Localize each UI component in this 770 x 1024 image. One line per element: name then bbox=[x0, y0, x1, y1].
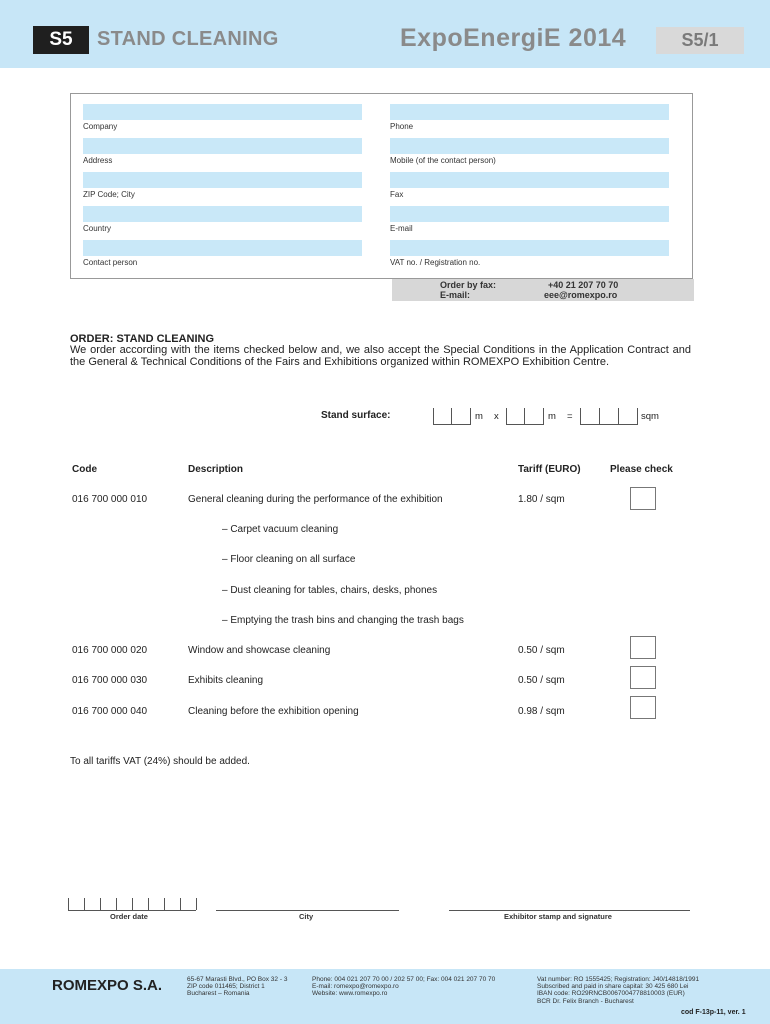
code-header: Code bbox=[72, 464, 97, 475]
footer-legal: Vat number: RO 1555425; Registration: J40/14818/1991 Subscribed and paid in share capital: 30 425 680 Lei IBAN code: RO29RNCB0067004778810003 (EUR) BCR Dr. Felix Branch - Bucharest bbox=[537, 976, 700, 1005]
zip-city-field[interactable] bbox=[83, 172, 362, 188]
country-field[interactable] bbox=[83, 206, 362, 222]
vat-note: To all tariffs VAT (24%) should be added. bbox=[70, 756, 250, 767]
equals-sign: = bbox=[567, 411, 573, 422]
stamp-line[interactable] bbox=[449, 910, 690, 911]
row-description: Exhibits cleaning bbox=[188, 675, 264, 686]
row-tariff: 0.98 / sqm bbox=[518, 706, 565, 717]
vat-field[interactable] bbox=[390, 240, 669, 256]
window-cleaning-checkbox[interactable] bbox=[630, 636, 656, 659]
tariff-header: Tariff (EURO) bbox=[518, 464, 581, 475]
fax-order-label: Order by fax: bbox=[440, 280, 497, 290]
event-title: ExpoEnergiE 2014 bbox=[400, 24, 627, 52]
fax-label: Fax bbox=[390, 190, 404, 199]
document-code: cod F-13p-11, ver. 1 bbox=[681, 1009, 746, 1016]
email-field[interactable] bbox=[390, 206, 669, 222]
sub-item: – Carpet vacuum cleaning bbox=[222, 524, 339, 535]
email-order-label: E-mail: bbox=[440, 290, 471, 300]
phone-field[interactable] bbox=[390, 104, 669, 120]
check-header: Please check bbox=[610, 464, 673, 475]
row-description: Cleaning before the exhibition opening bbox=[188, 706, 359, 717]
unit-m-1: m bbox=[475, 411, 483, 422]
surface-length-cells[interactable] bbox=[433, 408, 471, 425]
description-header: Description bbox=[188, 464, 244, 475]
surface-total-cells[interactable] bbox=[580, 408, 638, 425]
row-description: Window and showcase cleaning bbox=[188, 645, 331, 656]
email-label: E-mail bbox=[390, 224, 413, 233]
order-date-label: Order date bbox=[110, 912, 148, 921]
order-by-box bbox=[392, 279, 694, 301]
row-tariff: 0.50 / sqm bbox=[518, 645, 565, 656]
sub-item: – Dust cleaning for tables, chairs, desks, phones bbox=[222, 585, 438, 596]
address-label: Address bbox=[83, 156, 113, 165]
unit-sqm: sqm bbox=[641, 411, 659, 422]
form-code: S5/1 bbox=[656, 27, 744, 54]
fax-order-value: +40 21 207 70 70 bbox=[548, 280, 619, 290]
email-order-value: eee@romexpo.ro bbox=[544, 290, 618, 300]
page-title: STAND CLEANING bbox=[97, 28, 279, 50]
order-date-line[interactable] bbox=[68, 910, 196, 911]
zip-city-label: ZIP Code; City bbox=[83, 190, 135, 199]
address-field[interactable] bbox=[83, 138, 362, 154]
contact-form bbox=[70, 93, 693, 279]
stand-surface-label: Stand surface: bbox=[321, 410, 391, 421]
phone-label: Phone bbox=[390, 122, 414, 131]
row-code: 016 700 000 020 bbox=[72, 645, 148, 656]
mobile-label: Mobile (of the contact person) bbox=[390, 156, 496, 165]
contact-person-field[interactable] bbox=[83, 240, 362, 256]
mobile-field[interactable] bbox=[390, 138, 669, 154]
contact-person-label: Contact person bbox=[83, 258, 138, 267]
footer-contact: Phone: 004 021 207 70 00 / 202 57 00; Fax: 004 021 207 70 70 E-mail: romexpo@romexpo.ro Website: www.romexpo.ro bbox=[312, 976, 496, 998]
section-badge: S5 bbox=[33, 26, 89, 54]
exhibits-cleaning-checkbox[interactable] bbox=[630, 666, 656, 689]
general-cleaning-checkbox[interactable] bbox=[630, 487, 656, 510]
sub-item: – Floor cleaning on all surface bbox=[222, 554, 356, 565]
company-field[interactable] bbox=[83, 104, 362, 120]
unit-m-2: m bbox=[548, 411, 556, 422]
times-sign: x bbox=[494, 411, 499, 422]
row-description: General cleaning during the performance of the exhibition bbox=[188, 494, 443, 505]
company-label: Company bbox=[83, 122, 118, 131]
stamp-label: Exhibitor stamp and signature bbox=[504, 912, 612, 921]
order-heading: ORDER: STAND CLEANING bbox=[70, 333, 215, 345]
city-label: City bbox=[299, 912, 314, 921]
row-tariff: 0.50 / sqm bbox=[518, 675, 565, 686]
row-tariff: 1.80 / sqm bbox=[518, 494, 565, 505]
pre-opening-cleaning-checkbox[interactable] bbox=[630, 696, 656, 719]
surface-width-cells[interactable] bbox=[506, 408, 544, 425]
sub-item: – Emptying the trash bins and changing the trash bags bbox=[222, 615, 464, 626]
row-code: 016 700 000 030 bbox=[72, 675, 148, 686]
footer-address: 65-67 Marasti Blvd., PO Box 32 - 3 ZIP code 011465; District 1 Bucharest – Romania bbox=[187, 976, 288, 998]
row-code: 016 700 000 040 bbox=[72, 706, 148, 717]
fax-field[interactable] bbox=[390, 172, 669, 188]
row-code: 016 700 000 010 bbox=[72, 494, 148, 505]
order-text: We order according with the items checked below and, we also accept the Special Conditions in the Application Contract and the General & Technical Conditions of the Fairs and Exhibitions organized within ROMEXPO Exhibition Centre. bbox=[70, 344, 691, 368]
company-logo-text: ROMEXPO S.A. bbox=[52, 977, 163, 994]
vat-label: VAT no. / Registration no. bbox=[390, 258, 481, 267]
city-line[interactable] bbox=[216, 910, 399, 911]
country-label: Country bbox=[83, 224, 112, 233]
